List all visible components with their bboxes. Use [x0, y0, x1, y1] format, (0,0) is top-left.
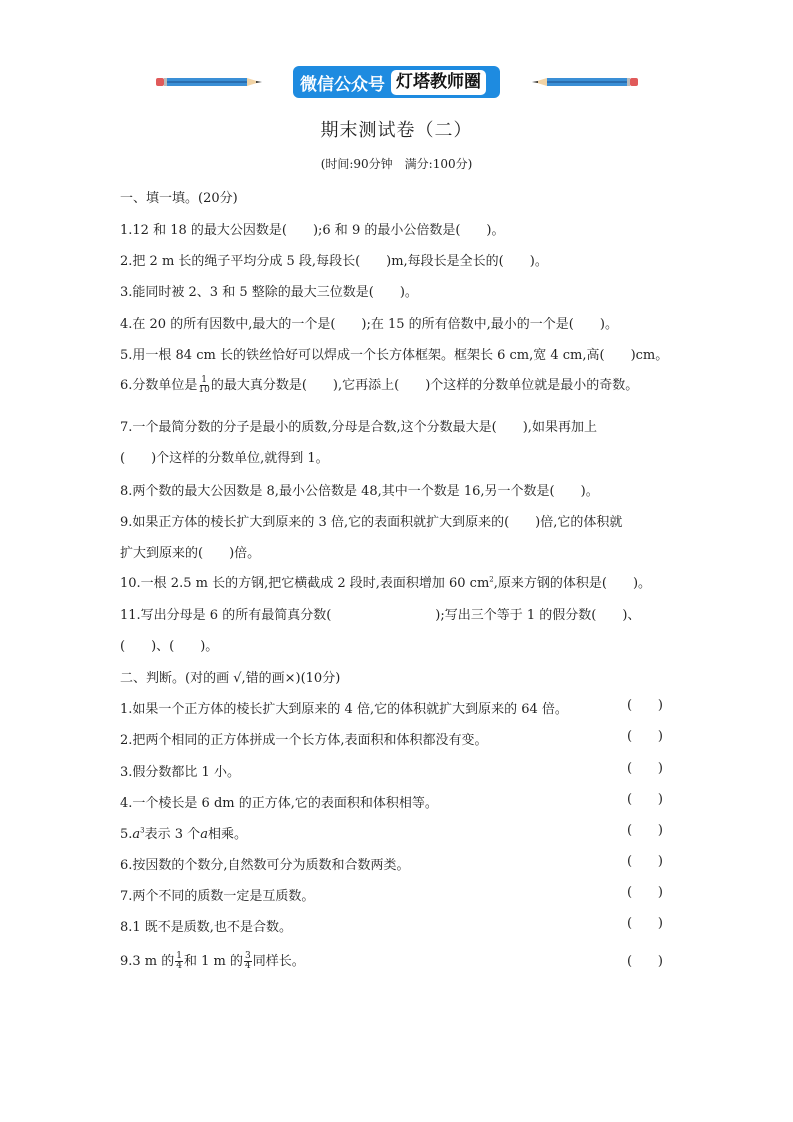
judge-item-5 [120, 823, 247, 842]
paren-close: ) [657, 698, 663, 713]
section1-heading: 一、填一填。(20分) [120, 191, 238, 206]
q10-sup: 2 [489, 575, 494, 584]
question-1-3: 3.能同时被 2、3 和 5 整除的最大三位数是( )。 [120, 285, 418, 300]
question-1-11a: 11.写出分母是 6 的所有最简真分数( );写出三个等于 1 的假分数( )、 [120, 608, 641, 623]
judge-item-3: 3.假分数都比 1 小。 [120, 765, 240, 780]
judge-item-7: 7.两个不同的质数一定是互质数。 [120, 889, 315, 904]
answer-paren-3 [627, 761, 663, 776]
q5-suffix: 相乘。 [207, 827, 247, 842]
answer-paren-2 [627, 729, 663, 744]
paren-close: ) [657, 729, 663, 744]
q5-sup: 3 [140, 826, 145, 835]
judge-item-4: 4.一个棱长是 6 dm 的正方体,它的表面积和体积相等。 [120, 796, 438, 811]
q9-part1: 9.3 m 的 [120, 954, 175, 969]
q6-after: 的最大真分数是( ),它再添上( )个这样的分数单位就是最小的奇数。 [210, 378, 639, 393]
paren-open: ( [627, 954, 633, 969]
question-1-1: 1.12 和 18 的最大公因数是( );6 和 9 的最小公倍数是( )。 [120, 223, 505, 238]
paren-close: ) [657, 854, 663, 869]
answer-paren-6 [627, 854, 663, 869]
judge-item-6: 6.按因数的个数分,自然数可分为质数和合数两类。 [120, 858, 410, 873]
answer-paren-9 [627, 954, 663, 969]
judge-item-8: 8.1 既不是质数,也不是合数。 [120, 920, 292, 935]
q6-fraction [198, 376, 209, 395]
q9-fraction-1 [175, 952, 183, 971]
q5-var2: a [200, 827, 208, 842]
q6-frac-num: 1 [201, 375, 207, 385]
paren-close: ) [657, 916, 663, 931]
left-pencil-icon [156, 76, 264, 88]
question-1-9b: 扩大到原来的( )倍。 [120, 546, 261, 561]
answer-paren-5 [627, 823, 663, 838]
q9-f2-den: 4 [245, 961, 251, 971]
q10-after: ,原来方钢的体积是( )。 [493, 576, 652, 591]
question-1-2: 2.把 2 m 长的绳子平均分成 5 段,每段长( )m,每段长是全长的( )。 [120, 254, 548, 269]
q9-part2: 和 1 m 的 [184, 954, 244, 969]
paren-open: ( [627, 885, 633, 900]
page-title: 期末测试卷（二） [320, 120, 473, 141]
answer-paren-8 [627, 916, 663, 931]
question-1-10 [120, 572, 651, 591]
q5-var: a [132, 827, 141, 842]
q6-before: 6.分数单位是 [120, 378, 198, 393]
section2-heading: 二、判断。(对的画 √,错的画×)(10分) [120, 671, 341, 686]
banner-left-text: 微信公众号 [300, 74, 385, 95]
paren-open: ( [627, 792, 633, 807]
judge-item-1: 1.如果一个正方体的棱长扩大到原来的 4 倍,它的体积就扩大到原来的 64 倍。 [120, 702, 568, 717]
question-1-4: 4.在 20 的所有因数中,最大的一个是( );在 15 的所有倍数中,最小的一个是( )。 [120, 317, 618, 332]
wechat-banner [293, 66, 500, 98]
paren-close: ) [657, 761, 663, 776]
paren-close: ) [657, 954, 663, 969]
question-1-8: 8.两个数的最大公因数是 8,最小公倍数是 48,其中一个数是 16,另一个数是( )。 [120, 484, 599, 499]
answer-paren-7 [627, 885, 663, 900]
paren-open: ( [627, 916, 633, 931]
right-pencil-icon [530, 76, 638, 88]
paren-close: ) [657, 823, 663, 838]
banner-right-text: 灯塔教师圈 [391, 70, 486, 95]
q6-frac-den: 10 [198, 385, 210, 395]
question-1-11b: ( )、( )。 [120, 639, 219, 654]
paren-open: ( [627, 698, 633, 713]
question-1-6 [120, 374, 638, 395]
question-1-9a: 9.如果正方体的棱长扩大到原来的 3 倍,它的表面积就扩大到原来的( )倍,它的体积就 [120, 515, 623, 530]
answer-paren-4 [627, 792, 663, 807]
question-1-5: 5.用一根 84 cm 长的铁丝恰好可以焊成一个长方体框架。框架长 6 cm,宽 4 cm,高( )cm。 [120, 348, 669, 363]
q5-prefix: 5. [120, 827, 133, 842]
q9-f1-num: 1 [176, 951, 183, 961]
q9-fraction-2 [244, 952, 252, 971]
question-1-7b: ( )个这样的分数单位,就得到 1。 [120, 451, 329, 466]
q10-before: 10.一根 2.5 m 长的方钢,把它横截成 2 段时,表面积增加 60 cm [120, 576, 490, 591]
paren-open: ( [627, 761, 633, 776]
q9-part3: 同样长。 [252, 954, 305, 969]
paren-open: ( [627, 729, 633, 744]
answer-paren-1 [627, 698, 663, 713]
q5-mid: 表示 3 个 [144, 827, 201, 842]
paren-open: ( [627, 854, 633, 869]
q9-f1-den: 4 [176, 961, 183, 971]
paren-open: ( [627, 823, 633, 838]
question-1-7a: 7.一个最简分数的分子是最小的质数,分母是合数,这个分数最大是( ),如果再加上 [120, 420, 597, 435]
paren-close: ) [657, 792, 663, 807]
judge-item-2: 2.把两个相同的正方体拼成一个长方体,表面积和体积都没有变。 [120, 733, 488, 748]
judge-item-9 [120, 950, 305, 971]
paren-close: ) [657, 885, 663, 900]
exam-info: (时间:90分钟 满分:100分) [320, 157, 473, 171]
q9-f2-num: 3 [245, 951, 251, 961]
